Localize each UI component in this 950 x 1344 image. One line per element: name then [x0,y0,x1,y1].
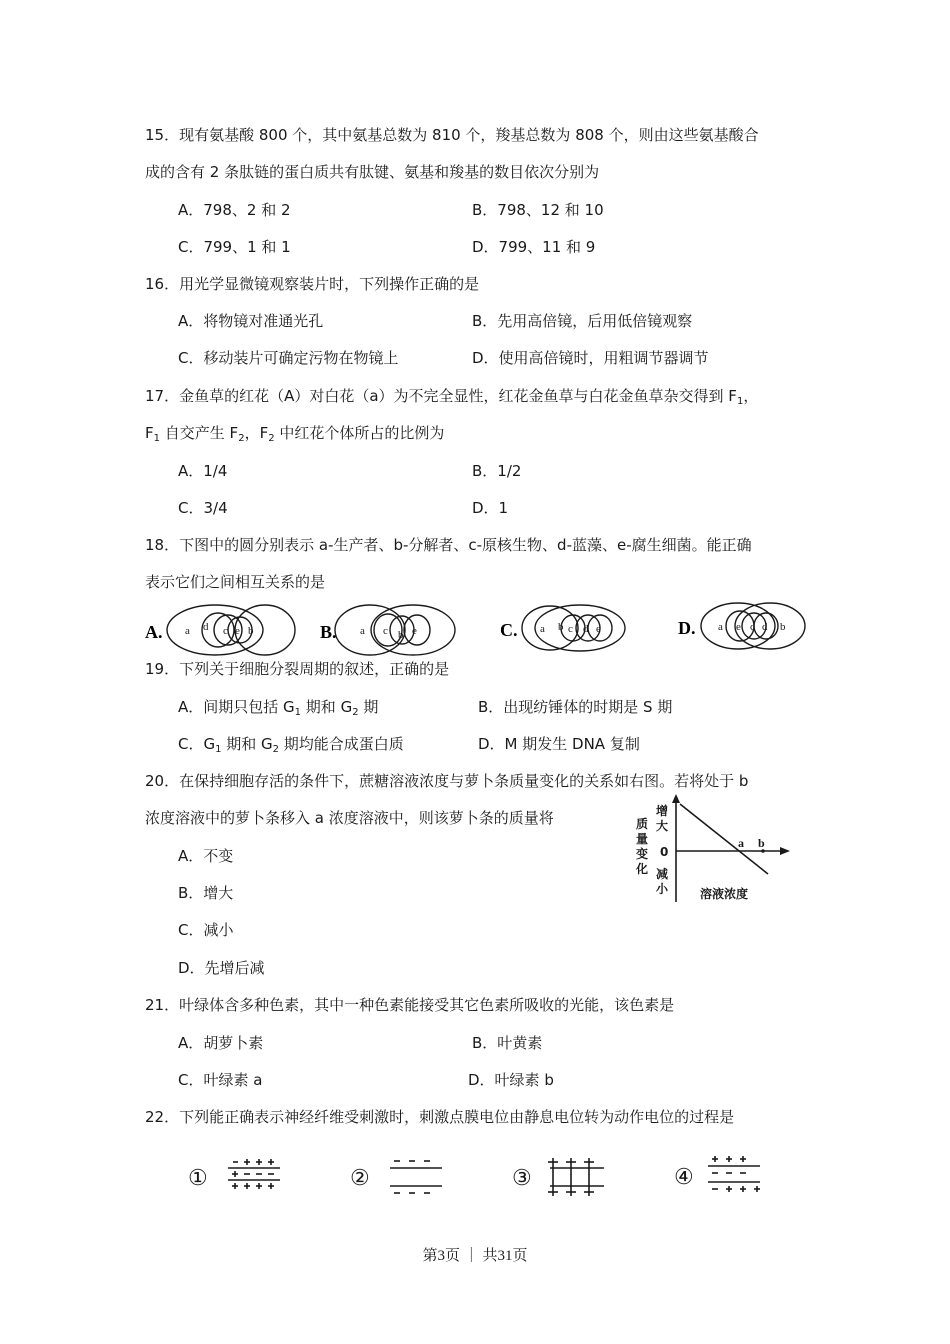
svg-text:c: c [568,623,573,635]
q15-option-a: A．798、2 和 2 [178,201,291,219]
q19-option-b: B．出现纺锤体的时期是 S 期 [478,698,673,716]
q18-venn-figures [140,600,820,658]
venn-c-circles [522,605,625,651]
q20-option-d: D．先增后减 [178,959,265,977]
venn-b-letters [360,625,417,641]
membrane-figure-3 [548,1158,604,1196]
graph-x-arrow [780,847,790,855]
q19-option-c: C．$G_1$ 期和 $G_2$ 期均能合成蛋白质 [178,735,404,755]
q21-option-c: C．叶绿素 a [178,1071,263,1089]
graph-y-down-1: 减 [656,867,669,881]
svg-text:e: e [596,623,601,635]
svg-text:d: d [583,623,589,635]
graph-y-label-1: 质 [636,817,649,831]
graph-y-arrow [672,794,680,803]
q22-membrane-figures [180,1148,780,1204]
venn-c-letters [540,621,601,635]
q16-option-b: B．先用高倍镜，后用低倍镜观察 [472,312,693,330]
q20-stem-line2: 浓度溶液中的萝卜条移入 a 浓度溶液中，则该萝卜条的质量将 [145,809,554,827]
q16-stem: 16．用光学显微镜观察装片时，下列操作正确的是 [145,275,480,293]
svg-text:e: e [235,625,240,637]
svg-text:b: b [780,621,786,633]
q17-option-d: D．1 [472,499,509,517]
graph-x-label: 溶液浓度 [700,887,749,901]
q22-stem: 22．下列能正确表示神经纤维受刺激时，刺激点膜电位由静息电位转为动作电位的过程是 [145,1108,735,1126]
svg-text:c: c [750,621,755,633]
q20-option-c: C．减小 [178,921,234,939]
graph-point-b: b [758,836,765,850]
q21-option-a: A．胡萝卜素 [178,1034,264,1052]
venn-label-d: D. [678,618,696,638]
q17-option-c: C．3/4 [178,499,228,517]
q16-option-c: C．移动装片可确定污物在物镜上 [178,349,399,367]
svg-text:d: d [203,621,209,633]
q20-stem-line1: 20．在保持细胞存活的条件下，蔗糖溶液浓度与萝卜条质量变化的关系如右图。若将处于 b [145,772,749,790]
graph-y-down-2: 小 [656,882,669,896]
q15-option-b: B．798、12 和 10 [472,201,604,219]
graph-y-label-2: 量 [636,832,649,846]
q21-option-d: D．叶绿素 b [468,1071,554,1089]
q15-option-c: C．799、1 和 1 [178,238,291,256]
q17-option-b: B．1/2 [472,462,522,480]
graph-y-label-3: 变 [636,847,649,861]
membrane-figure-2 [390,1161,442,1193]
q21-option-b: B．叶黄素 [472,1034,543,1052]
q20-graph [628,790,798,910]
svg-text:d: d [762,621,768,633]
q17-stem-line2: $F_1$ 自交产生 $F_2$，$F_2$ 中红花个体所占的比例为 [145,424,445,444]
svg-text:b: b [248,625,254,637]
svg-text:a: a [360,625,365,637]
graph-point-a: a [738,836,744,850]
membrane-figure-1 [228,1159,280,1189]
q18-stem-line2: 表示它们之间相互关系的是 [145,573,326,591]
graph-y-up-1: 增 [656,804,669,818]
venn-label-a: A. [145,622,163,642]
graph-y-zero: 0 [660,845,669,859]
svg-text:e: e [736,621,741,633]
venn-a-letters [185,621,254,637]
graph-y-up-2: 大 [656,819,669,833]
graph-y-label-4: 化 [636,862,649,876]
membrane-label-4: ④ [674,1164,694,1189]
q20-option-a: A．不变 [178,847,234,865]
q19-option-a: A．间期只包括 $G_1$ 期和 $G_2$ 期 [178,698,379,718]
q19-stem: 19．下列关于细胞分裂周期的叙述，正确的是 [145,660,450,678]
membrane-figure-4 [708,1156,760,1192]
svg-text:b: b [558,621,564,633]
svg-text:b: b [398,629,404,641]
membrane-label-1: ① [188,1165,208,1190]
q19-option-d: D．M 期发生 DNA 复制 [478,735,640,753]
membrane-label-2: ② [350,1165,370,1190]
svg-text:c: c [383,625,388,637]
svg-text:e: e [412,625,417,637]
svg-text:a: a [185,625,190,637]
venn-b-circles [335,605,455,655]
q15-stem-line1: 15．现有氨基酸 800 个，其中氨基总数为 810 个，羧基总数为 808 个，则由这些氨基酸合 [145,126,759,144]
q21-stem: 21．叶绿体含多种色素，其中一种色素能接受其它色素所吸收的光能，该色素是 [145,996,675,1014]
venn-label-b: B. [320,622,337,642]
q16-option-a: A．将物镜对准通光孔 [178,312,324,330]
graph-curve [680,804,768,874]
q18-stem-line1: 18．下图中的圆分别表示 a-生产者、b-分解者、c-原核生物、d-蓝藻、e-腐生细菌。能正确 [145,536,752,554]
q16-option-d: D．使用高倍镜时，用粗调节器调节 [472,349,709,367]
svg-text:a: a [540,623,545,635]
page-footer: 第3页 ｜ 共31页 [422,1248,528,1264]
q17-option-a: A．1/4 [178,462,228,480]
svg-text:a: a [718,621,723,633]
membrane-label-3: ③ [512,1165,532,1190]
svg-text:c: c [223,625,228,637]
venn-label-c: C. [500,620,518,640]
venn-d-letters [718,621,786,633]
q20-option-b: B．增大 [178,884,234,902]
q15-stem-line2: 成的含有 2 条肽链的蛋白质共有肽键、氨基和羧基的数目依次分别为 [145,163,600,181]
q15-option-d: D．799、11 和 9 [472,238,596,256]
q17-stem-line1: 17．金鱼草的红花（A）对白花（a）为不完全显性，红花金鱼草与白花金鱼草杂交得到 $F_1$， [145,387,759,407]
